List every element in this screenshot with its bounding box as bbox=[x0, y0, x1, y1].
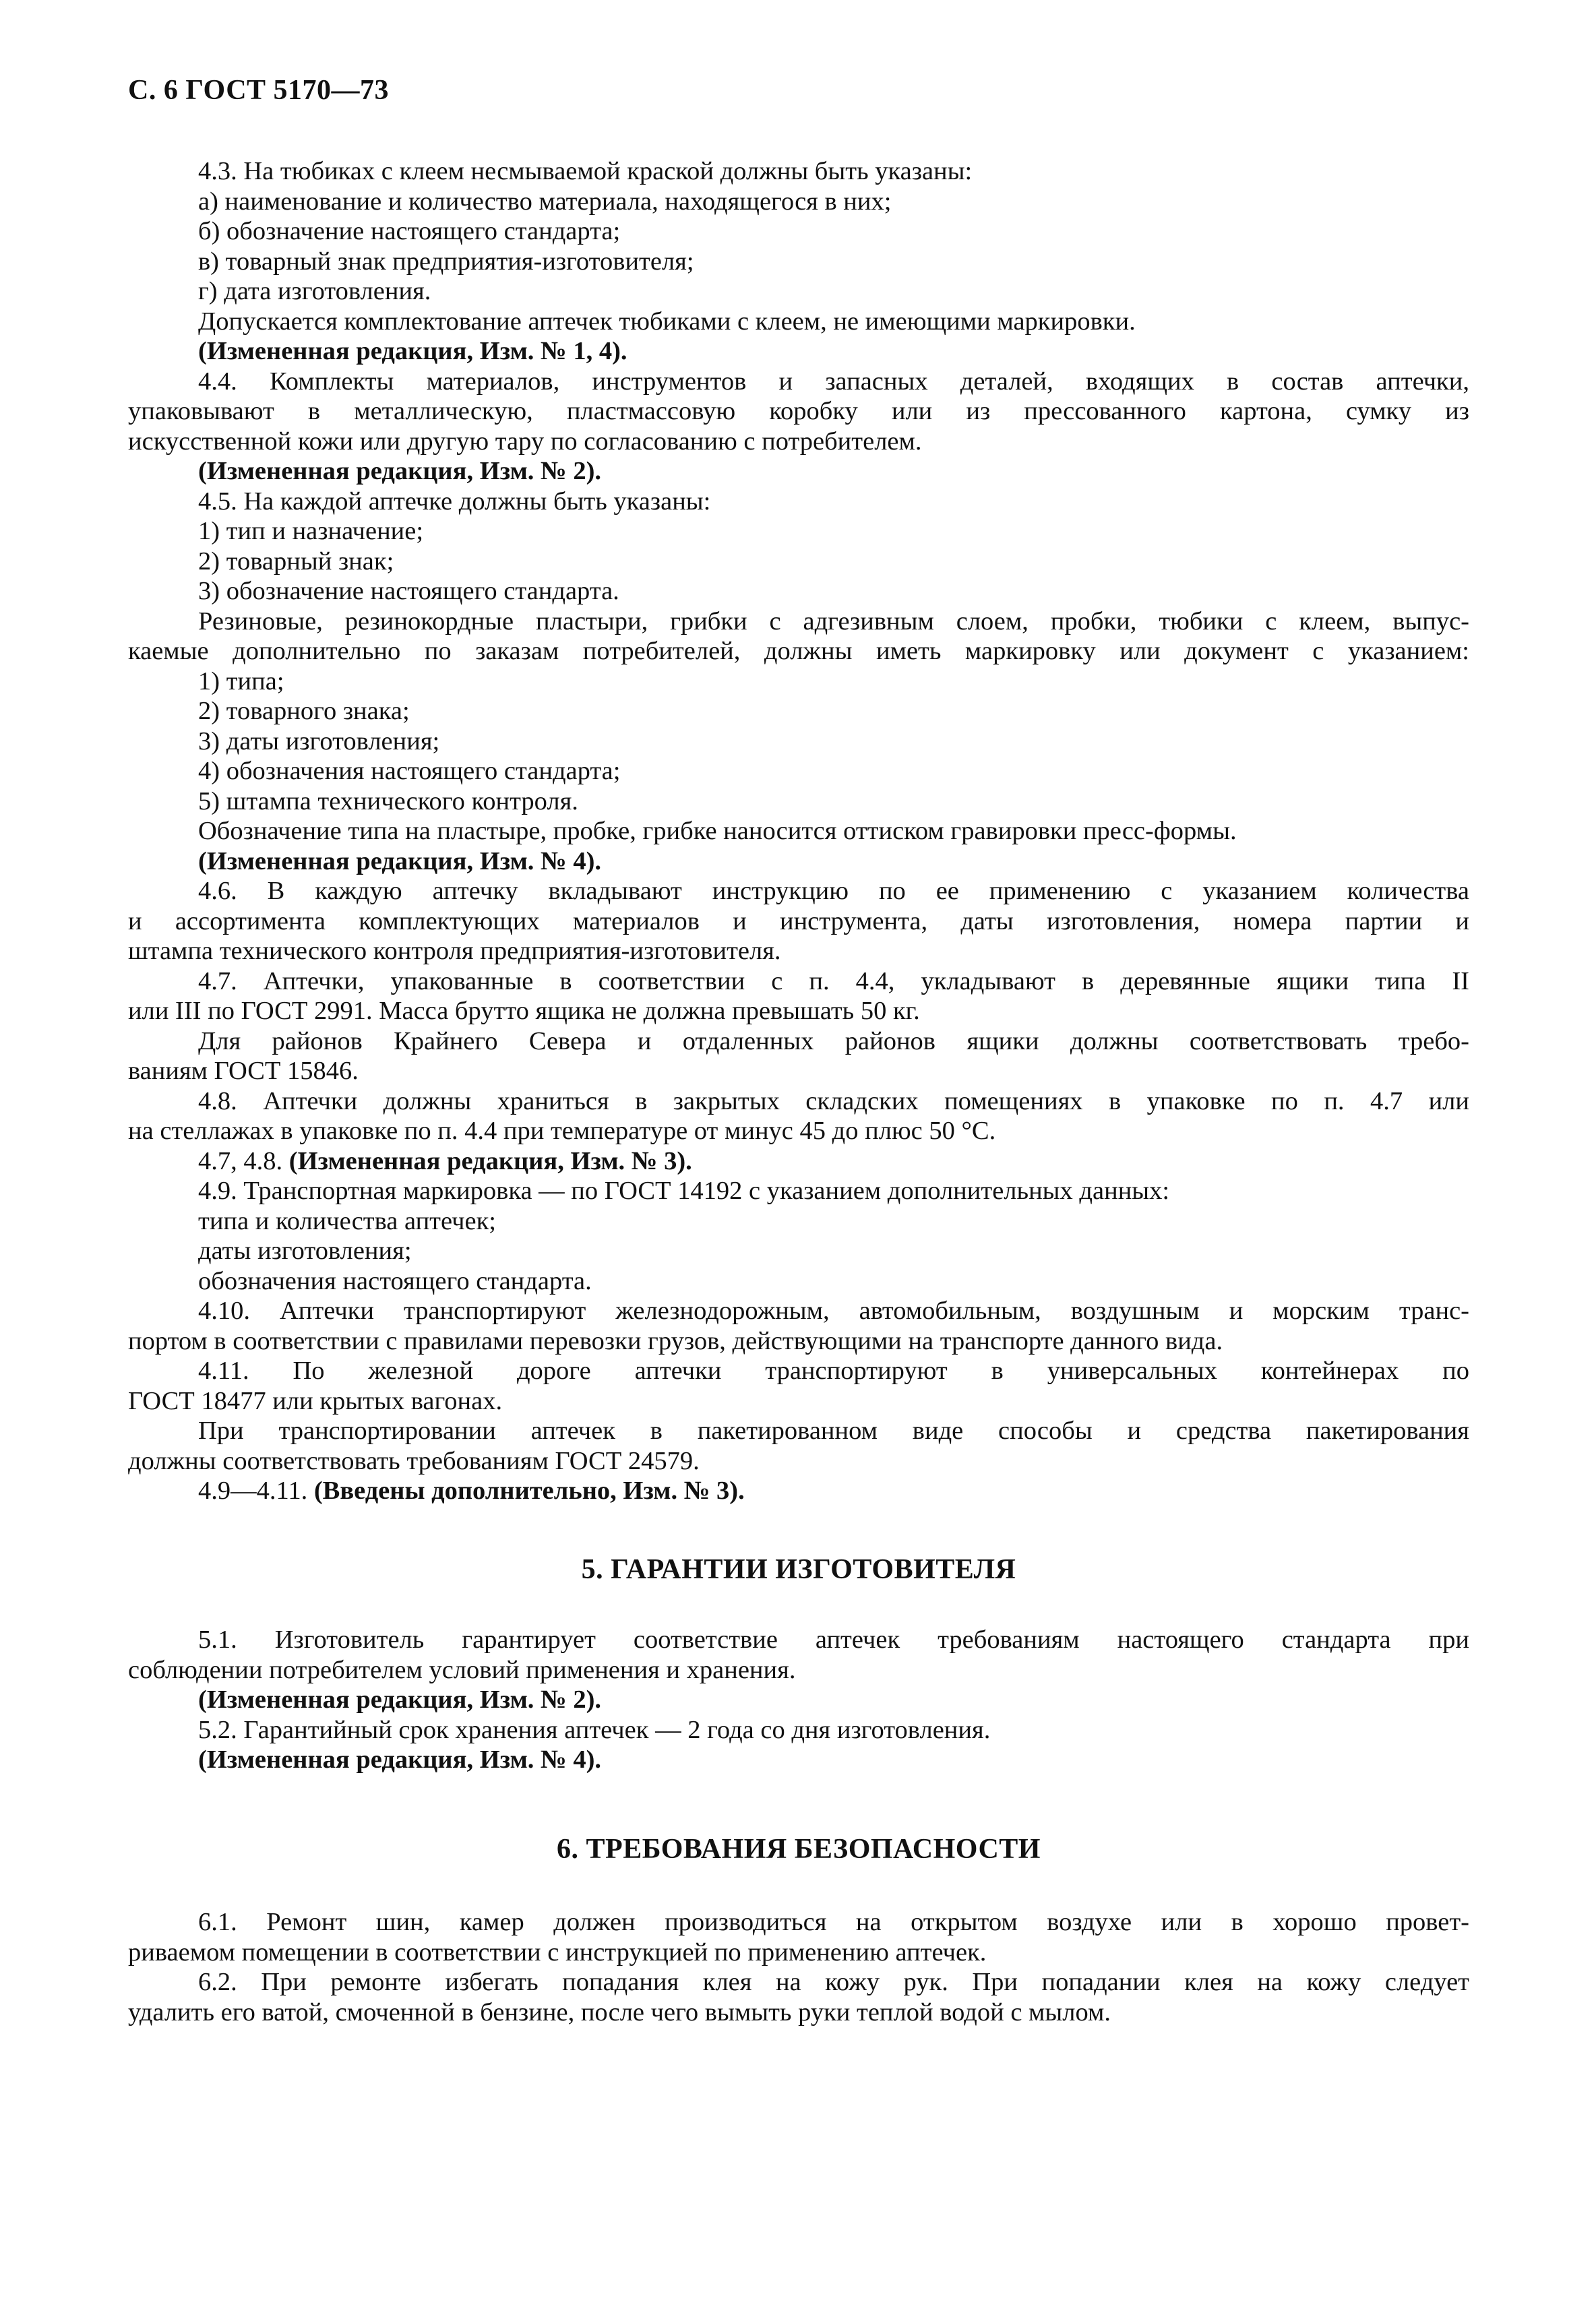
paragraph-5-2: 5.2. Гарантийный срок хранения аптечек — 2 года со дня изготовления. bbox=[198, 1715, 991, 1744]
paragraph-4-7: 4.7. Аптечки, упакованные в соответствии с п. 4.4, укладывают в деревянные ящики типа II bbox=[198, 966, 1469, 995]
list-item: даты изготовления; bbox=[198, 1237, 412, 1265]
amendment-note: (Измененная редакция, Изм. № 3). bbox=[288, 1146, 692, 1175]
paragraph-line: Для районов Крайнего Севера и отдаленных районов ящики должны соответствовать требо- bbox=[198, 1026, 1469, 1055]
paragraph-line: ГОСТ 18477 или крытых вагонах. bbox=[128, 1386, 503, 1415]
paragraph-6-1: 6.1. Ремонт шин, камер должен производиться на открытом воздухе или в хорошо провет- bbox=[198, 1908, 1469, 1936]
amendment-note: (Измененная редакция, Изм. № 4). bbox=[198, 1745, 602, 1774]
section-6-title: 6. ТРЕБОВАНИЯ БЕЗОПАСНОСТИ bbox=[557, 1834, 1041, 1865]
amendment-note: (Измененная редакция, Изм. № 1, 4). bbox=[198, 337, 627, 365]
paragraph-4-8: 4.8. Аптечки должны храниться в закрытых складских помещениях в упаковке по п. 4.7 или bbox=[198, 1086, 1469, 1115]
paragraph-line: При транспортировании аптечек в пакетированном виде способы и средства пакетирования bbox=[198, 1417, 1469, 1445]
paragraph-4-4: 4.4. Комплекты материалов, инструментов и запасных деталей, входящих в состав аптечки, bbox=[198, 367, 1469, 396]
paragraph-line: риваемом помещении в соответствии с инструкцией по применению аптечек. bbox=[128, 1938, 987, 1967]
paragraph-line: Резиновые, резинокордные пластыри, грибки с адгезивным слоем, пробки, тюбики с клеем, выпус- bbox=[198, 607, 1469, 636]
list-item: 4) обозначения настоящего стандарта; bbox=[198, 757, 621, 785]
list-item: 3) даты изготовления; bbox=[198, 726, 440, 755]
paragraph-line: должны соответствовать требованиям ГОСТ 24579. bbox=[128, 1446, 700, 1475]
list-item: г) дата изготовления. bbox=[198, 277, 431, 305]
amendment-line bbox=[128, 1476, 1469, 1506]
paragraph-text: Обозначение типа на пластыре, пробке, грибке наносится оттиском гравировки пресс-формы. bbox=[198, 817, 1237, 845]
list-item: 5) штампа технического контроля. bbox=[198, 786, 578, 815]
paragraph-4-11: 4.11. По железной дороге аптечки транспортируют в универсальных контейнерах по bbox=[198, 1357, 1469, 1385]
list-item: 1) типа; bbox=[198, 667, 284, 695]
paragraph-line: искусственной кожи или другую тару по согласованию с потребителем. bbox=[128, 427, 922, 456]
paragraph-line: на стеллажах в упаковке по п. 4.4 при температуре от минус 45 до плюс 50 °С. bbox=[128, 1117, 996, 1145]
section-5 bbox=[128, 1553, 1469, 1775]
clause-numbers: 4.9—4.11. bbox=[198, 1477, 308, 1505]
section-5-title: 5. ГАРАНТИИ ИЗГОТОВИТЕЛЯ bbox=[581, 1554, 1016, 1585]
paragraph-text: Допускается комплектование аптечек тюбиками с клеем, не имеющими маркировки. bbox=[198, 307, 1136, 336]
list-item: в) товарный знак предприятия-изготовителя; bbox=[198, 247, 694, 276]
paragraph-line: штампа технического контроля предприятия-изготовителя. bbox=[128, 937, 781, 965]
paragraph-4-10: 4.10. Аптечки транспортируют железнодорожным, автомобильным, воздушным и морским транс- bbox=[198, 1297, 1469, 1325]
list-item: 2) товарного знака; bbox=[198, 697, 410, 725]
paragraph-6-2: 6.2. При ремонте избегать попадания клея на кожу рук. При попадании клея на кожу следует bbox=[198, 1968, 1469, 1996]
paragraph-4-5: 4.5. На каждой аптечке должны быть указаны: bbox=[198, 487, 711, 516]
list-item: 3) обозначение настоящего стандарта. bbox=[198, 577, 619, 605]
paragraph-line: ваниям ГОСТ 15846. bbox=[128, 1057, 359, 1085]
paragraph-4-6: 4.6. В каждую аптечку вкладывают инструкцию по ее применению с указанием количества bbox=[198, 877, 1469, 905]
paragraph-line: портом в соответствии с правилами перевозки грузов, действующими на транспорте данного вида. bbox=[128, 1326, 1223, 1355]
paragraph-line: удалить его ватой, смоченной в бензине, после чего вымыть руки теплой водой с мылом. bbox=[128, 1998, 1111, 2026]
section-4-body bbox=[128, 156, 1469, 1506]
paragraph-line: или III по ГОСТ 2991. Масса брутто ящика не должна превышать 50 кг. bbox=[128, 997, 920, 1025]
list-item: а) наименование и количество материала, находящегося в них; bbox=[198, 187, 892, 216]
amendment-line bbox=[128, 1146, 1469, 1177]
list-item: типа и количества аптечек; bbox=[198, 1206, 496, 1235]
list-item: 1) тип и назначение; bbox=[198, 517, 424, 545]
paragraph-line: соблюдении потребителем условий применения и хранения. bbox=[128, 1655, 796, 1684]
amendment-note: (Введены дополнительно, Изм. № 3). bbox=[313, 1477, 745, 1505]
page-header: С. 6 ГОСТ 5170—73 bbox=[128, 75, 390, 106]
amendment-note: (Измененная редакция, Изм. № 4). bbox=[198, 846, 602, 875]
amendment-note: (Измененная редакция, Изм. № 2). bbox=[198, 457, 602, 485]
clause-numbers: 4.7, 4.8. bbox=[198, 1146, 283, 1175]
paragraph-4-3: 4.3. На тюбиках с клеем несмываемой краской должны быть указаны: bbox=[198, 157, 973, 185]
paragraph-line: и ассортимента комплектующих материалов и инструмента, даты изготовления, номера партии и bbox=[128, 906, 1469, 935]
list-item: обозначения настоящего стандарта. bbox=[198, 1266, 592, 1295]
paragraph-4-9: 4.9. Транспортная маркировка — по ГОСТ 14192 с указанием дополнительных данных: bbox=[198, 1177, 1170, 1205]
list-item: б) обозначение настоящего стандарта; bbox=[198, 217, 621, 245]
section-6 bbox=[128, 1833, 1469, 2027]
list-item: 2) товарный знак; bbox=[198, 547, 394, 576]
paragraph-5-1: 5.1. Изготовитель гарантирует соответствие аптечек требованиям настоящего стандарта при bbox=[198, 1626, 1469, 1654]
amendment-note: (Измененная редакция, Изм. № 2). bbox=[198, 1685, 602, 1714]
paragraph-line: упаковывают в металлическую, пластмассовую коробку или из прессованного картона, сумку из bbox=[128, 397, 1469, 425]
paragraph-line: каемые дополнительно по заказам потребителей, должны иметь маркировку или документ с указанием: bbox=[128, 637, 1469, 665]
